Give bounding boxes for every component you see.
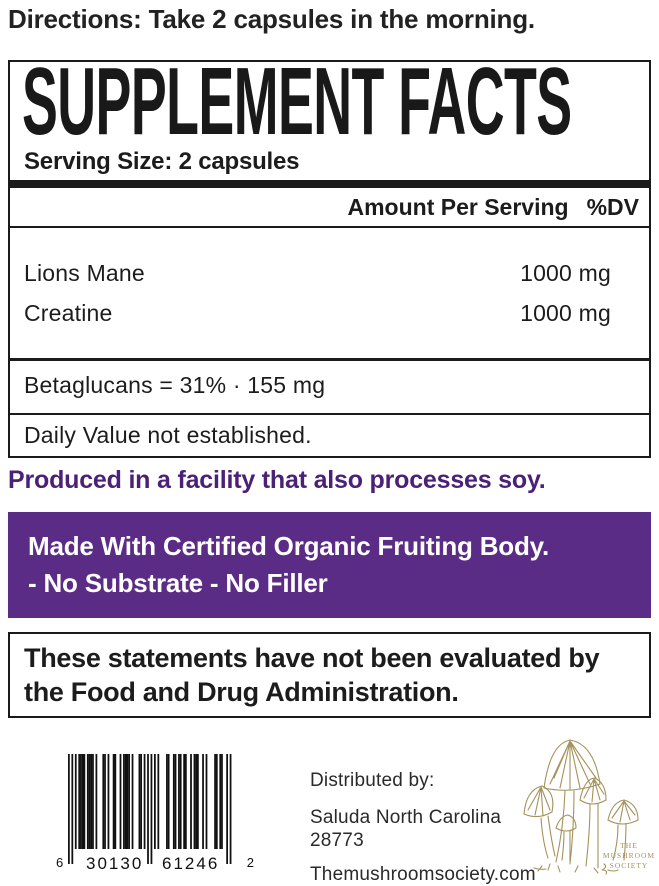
serving-size: Serving Size: 2 capsules	[24, 148, 300, 175]
daily-value-note: Daily Value not established.	[24, 422, 312, 448]
barcode-digit-left: 6	[56, 855, 64, 870]
supplement-facts-panel	[8, 48, 651, 458]
ingredient-name: Creatine	[24, 300, 113, 326]
claim-line-2: - No Substrate - No Filler	[28, 567, 328, 598]
dv-label: %DV	[586, 194, 639, 220]
ingredient-amount: 1000 mg	[520, 260, 611, 286]
allergen-note: Produced in a facility that also processes soy.	[8, 466, 546, 494]
logo-text-line2: MUSHROOM	[602, 851, 656, 860]
thick-divider	[10, 180, 649, 188]
distributor-block	[310, 770, 535, 886]
logo-text-line3: SOCIETY	[609, 861, 649, 870]
divider	[10, 358, 649, 361]
column-header	[347, 194, 639, 221]
barcode	[56, 752, 256, 876]
divider	[10, 413, 649, 415]
barcode-digits-group2: 61246	[162, 854, 220, 873]
betaglucans-note: Betaglucans = 31% · 155 mg	[24, 372, 326, 398]
website-text: Themushroomsociety.com	[310, 864, 536, 886]
table-row	[10, 300, 649, 327]
panel-title: SUPPLEMENT FACTS	[22, 48, 572, 155]
claim-line-1: Made With Certified Organic Fruiting Body.	[28, 530, 550, 561]
table-row	[10, 260, 649, 287]
directions-text: Directions: Take 2 capsules in the morning.	[8, 4, 535, 34]
ingredient-name: Lions Mane	[24, 260, 145, 286]
mushroom-society-logo	[508, 728, 658, 878]
logo-text-line1: THE	[620, 841, 638, 850]
ingredient-amount: 1000 mg	[520, 300, 611, 326]
distributor-address: Saluda North Carolina 28773	[310, 807, 502, 852]
claim-banner	[8, 512, 651, 618]
mushroom-illustration	[508, 728, 658, 878]
divider	[10, 226, 649, 228]
fda-line-2: the Food and Drug Administration.	[24, 677, 459, 707]
fda-line-1: These statements have not been evaluated by	[24, 642, 600, 673]
barcode-digits-group1: 30130	[86, 854, 144, 873]
distributed-by-label: Distributed by:	[310, 770, 435, 791]
fda-disclaimer-box	[8, 632, 651, 718]
amount-per-serving-label: Amount Per Serving	[347, 194, 569, 220]
barcode-digit-right: 2	[246, 855, 254, 870]
